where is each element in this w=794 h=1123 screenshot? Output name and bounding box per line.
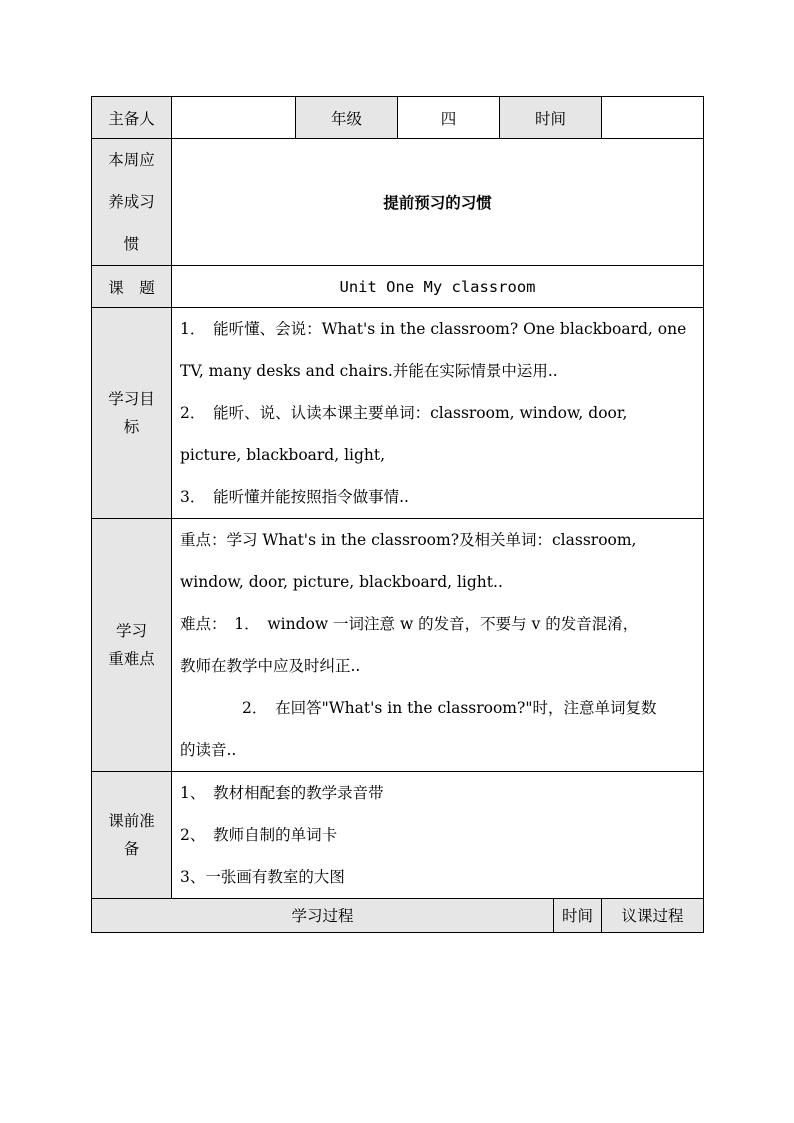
time-value: [602, 97, 704, 139]
key-points-label-line: 学习: [115, 622, 147, 640]
process-label: 学习过程: [92, 899, 554, 933]
key-point-line: 的读音..: [180, 741, 237, 759]
preparer-value: [172, 97, 296, 139]
habit-label-line: 养成习: [108, 193, 155, 211]
key-point-line: 难点： 1． window 一词注意 w 的发音，不要与 v 的发音混淆，: [180, 615, 639, 633]
preparation-row: [92, 772, 704, 899]
key-point-line: 2． 在回答"What's in the classroom?"时，注意单词复数: [180, 699, 657, 717]
grade-value: 四: [398, 97, 500, 139]
preparation-line: 3、一张画有教室的大图: [180, 868, 345, 886]
key-point-line: 重点：学习 What's in the classroom?及相关单词：classroom,: [180, 531, 637, 549]
preparer-label: 主备人: [92, 97, 172, 139]
process-row: [92, 899, 704, 933]
header-row: [92, 97, 704, 139]
key-points-label-line: 重难点: [108, 650, 155, 668]
topic-label: 课 题: [92, 266, 172, 308]
key-points-row: [92, 519, 704, 772]
objectives-label-line: 学习目: [108, 390, 155, 408]
preparation-label-line: 课前准: [108, 812, 155, 830]
objective-line: TV, many desks and chairs.并能在实际情景中运用..: [180, 362, 558, 380]
objectives-label: [92, 308, 172, 519]
objective-line: 3． 能听懂并能按照指令做事情..: [180, 488, 409, 506]
objective-line: 1． 能听懂、会说：What's in the classroom? One blackboard, one: [180, 320, 687, 338]
process-time-label: 时间: [554, 899, 602, 933]
preparation-line: 2、 教师自制的单词卡: [180, 826, 338, 844]
preparation-line: 1、 教材相配套的教学录音带: [180, 784, 384, 802]
lesson-plan-table: [91, 96, 704, 933]
objective-line: picture, blackboard, light,: [180, 446, 386, 464]
objective-line: 2． 能听、说、认读本课主要单词：classroom, window, door,: [180, 404, 628, 422]
habit-value: 提前预习的习惯: [172, 139, 704, 266]
habit-label: [92, 139, 172, 266]
habit-label-line: 本周应: [108, 151, 155, 169]
preparation-content: [172, 772, 704, 899]
discussion-label: 议课过程: [602, 899, 704, 933]
grade-label: 年级: [296, 97, 398, 139]
key-point-line: window, door, picture, blackboard, light..: [180, 573, 503, 591]
objectives-content: [172, 308, 704, 519]
habit-row: [92, 139, 704, 266]
topic-value: Unit One My classroom: [172, 266, 704, 308]
topic-row: [92, 266, 704, 308]
key-points-content: [172, 519, 704, 772]
preparation-label-line: 备: [123, 840, 140, 858]
habit-label-line: 惯: [123, 235, 140, 253]
time-label: 时间: [500, 97, 602, 139]
preparation-label: [92, 772, 172, 899]
objectives-label-line: 标: [123, 418, 140, 436]
objectives-row: [92, 308, 704, 519]
key-points-label: [92, 519, 172, 772]
key-point-line: 教师在教学中应及时纠正..: [180, 657, 361, 675]
